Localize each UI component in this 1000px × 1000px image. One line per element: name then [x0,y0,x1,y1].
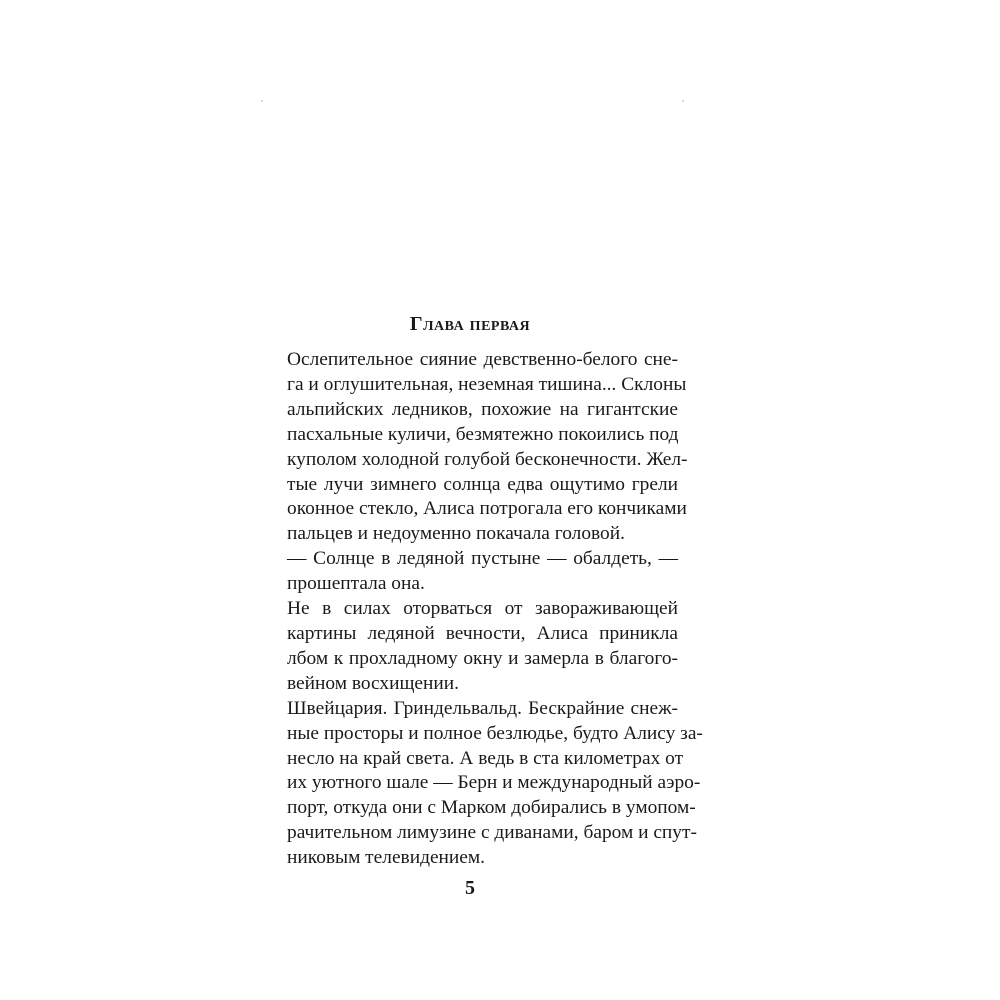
text-line: оконное стекло, Алиса потрогала его кончиками [287,498,687,520]
text-line: несло на край света. А ведь в ста километрах от [287,747,684,769]
text-line: лбом к прохладному окну и замерла в благого- [287,647,678,669]
text-line: куполом холодной голубой бесконечности. Жел- [287,448,688,470]
text-line: ные просторы и полное безлюдье, будто Алису за- [287,722,703,744]
paragraph-1 [262,348,688,547]
paragraph-2 [262,547,678,597]
text-line: тые лучи зимнего солнца едва ощутимо грели [287,473,678,495]
text-line: га и оглушительная, неземная тишина... Склоны [287,373,687,395]
body-text [262,348,703,871]
paragraph-3 [262,597,678,697]
text-line: вейном восхищении. [287,672,459,694]
crop-mark-left [261,100,263,102]
crop-mark-right [682,100,684,102]
text-line: Не в силах оторваться от завораживающей [287,598,678,620]
text-line: — Солнце в ледяной пустыне — обалдеть, — [287,548,678,570]
paragraph-4 [262,697,703,871]
text-line: Ослепительное сияние девственно-белого сне- [287,349,678,370]
text-line: рачительном лимузине с диванами, баром и спут- [287,822,697,844]
text-line: Швейцария. Гриндельвальд. Бескрайние снеж- [287,697,678,719]
text-line: порт, откуда они с Марком добирались в умопом- [287,797,696,819]
page-number: 5 [465,877,475,899]
text-line: картины ледяной вечности, Алиса приникла [287,622,678,644]
text-line: их уютного шале — Берн и международный аэро- [287,772,701,794]
text-line: пальцев и недоуменно покачала головой. [287,523,625,545]
text-line: никовым телевидением. [287,847,486,869]
text-line: пасхальные куличи, безмятежно покоились под [287,423,679,445]
text-line: альпийских ледников, похожие на гигантские [287,398,678,420]
chapter-title: Глава первая [409,313,531,335]
text-line: прошептала она. [287,573,425,595]
